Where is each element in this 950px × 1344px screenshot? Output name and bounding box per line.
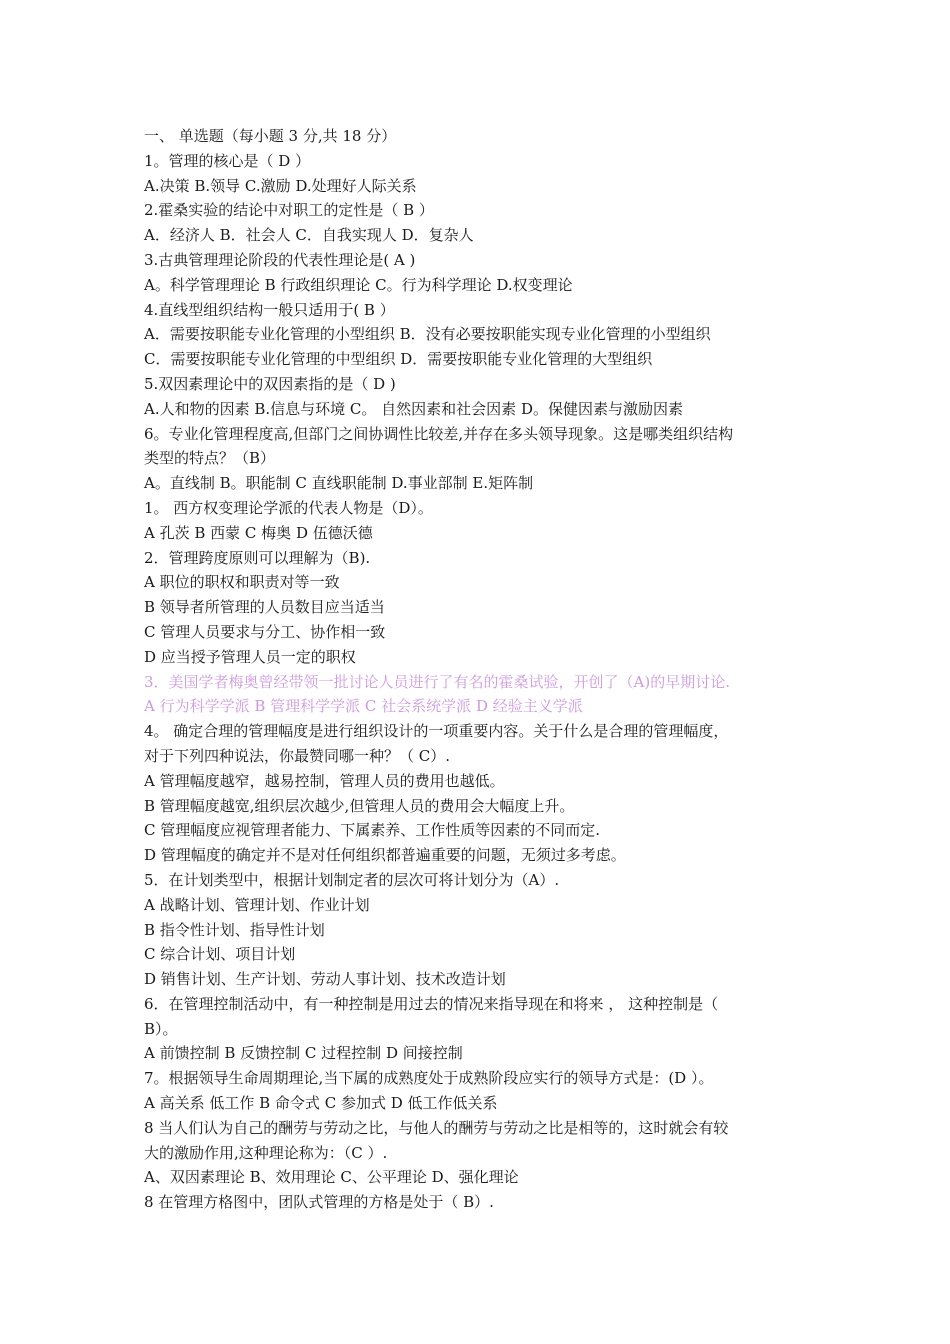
option-c-line: C 综合计划、项目计划: [144, 945, 296, 964]
question-line: 6。专业化管理程度高,但部门之间协调性比较差,并存在多头领导现象。这是哪类组织结构: [144, 424, 734, 443]
option-c-line: C 管理人员要求与分工、协作相一致: [144, 622, 386, 641]
options-line: A．经济人 B．社会人 C．自我实现人 D．复杂人: [144, 226, 474, 245]
question-line: 8 在管理方格图中，团队式管理的方格是处于（ B）.: [144, 1193, 494, 1212]
question-line: 4。 确定合理的管理幅度是进行组织设计的一项重要内容。关于什么是合理的管理幅度，: [144, 722, 729, 741]
options-line: A。科学管理理论 B 行政组织理论 C。行为科学理论 D.权变理论: [144, 275, 573, 294]
option-b-line: B 指令性计划、指导性计划: [144, 920, 325, 939]
highlighted-options-line: A 行为科学学派 B 管理科学学派 C 社会系统学派 D 经验主义学派: [144, 697, 583, 716]
question-line-continued: 对于下列四种说法，你最赞同哪一种？（ C）.: [144, 746, 451, 765]
question-line: 3.古典管理理论阶段的代表性理论是( A ): [144, 250, 416, 269]
option-d-line: D 销售计划、生产计划、劳动人事计划、技术改造计划: [144, 970, 506, 989]
option-a-line: A 职位的职权和职责对等一致: [144, 573, 340, 592]
question-line: 2．管理跨度原则可以理解为（B).: [144, 548, 371, 567]
highlighted-question-line: 3．美国学者梅奥曾经带领一批讨论人员进行了有名的霍桑试验，开创了（A)的早期讨论.: [144, 672, 731, 691]
option-d-line: D 应当授予管理人员一定的职权: [144, 647, 356, 666]
section-heading: 一、 单选题（每小题 3 分,共 18 分）: [144, 127, 397, 145]
options-line: A.人和物的因素 B.信息与环境 C。 自然因素和社会因素 D。保健因素与激励因素: [144, 399, 683, 418]
question-line-continued: B）。: [144, 1019, 178, 1038]
options-line: A。直线制 B。职能制 C 直线职能制 D.事业部制 E.矩阵制: [144, 474, 534, 493]
options-line: A、双因素理论 B、效用理论 C、公平理论 D、强化理论: [144, 1168, 519, 1187]
question-line: 7。根据领导生命周期理论,当下属的成熟度处于成熟阶段应实行的领导方式是：(D ）。: [144, 1069, 714, 1088]
question-line: 2.霍桑实验的结论中对职工的定性是（ B ）: [144, 201, 434, 220]
options-line: A 前馈控制 B 反馈控制 C 过程控制 D 间接控制: [144, 1044, 463, 1063]
question-line: 1。管理的核心是（ D ）: [144, 151, 311, 170]
question-line-continued: 大的激励作用,这种理论称为：（C ）.: [144, 1143, 388, 1162]
option-b-line: B 管理幅度越宽,组织层次越少,但管理人员的费用会大幅度上升。: [144, 796, 575, 815]
question-line: 6．在管理控制活动中，有一种控制是用过去的情况来指导现在和将来 ， 这种控制是（: [144, 994, 719, 1013]
options-line: A 孔茨 B 西蒙 C 梅奥 D 伍德沃德: [144, 523, 373, 542]
option-a-line: A 战略计划、管理计划、作业计划: [144, 895, 370, 914]
question-line: 1。 西方权变理论学派的代表人物是（D）。: [144, 498, 433, 517]
option-b-line: B 领导者所管理的人员数目应当适当: [144, 598, 385, 617]
options-line: A 高关系 低工作 B 命令式 C 参加式 D 低工作低关系: [144, 1094, 498, 1113]
question-line-continued: 类型的特点？（B）: [144, 449, 276, 468]
question-line: 4.直线型组织结构一般只适用于( B ）: [144, 300, 395, 319]
option-d-line: D 管理幅度的确定并不是对任何组织都普遍重要的问题，无须过多考虑。: [144, 846, 626, 865]
option-a-line: A 管理幅度越窄，越易控制，管理人员的费用也越低。: [144, 771, 505, 790]
options-line: A.决策 B.领导 C.激励 D.处理好人际关系: [144, 176, 417, 195]
question-line: 5.双因素理论中的双因素指的是（ D ): [144, 374, 396, 393]
question-line: 8 当人们认为自己的酬劳与劳动之比，与他人的酬劳与劳动之比是相等的，这时就会有较: [144, 1118, 729, 1137]
document-body: [144, 124, 816, 1215]
question-line: 5．在计划类型中，根据计划制定者的层次可将计划分为（A）.: [144, 870, 560, 889]
options-line: A．需要按职能专业化管理的小型组织 B．没有必要按职能实现专业化管理的小型组织: [144, 325, 711, 344]
option-c-line: C 管理幅度应视管理者能力、下属素养、工作性质等因素的不同而定.: [144, 821, 601, 840]
options-line: C．需要按职能专业化管理的中型组织 D．需要按职能专业化管理的大型组织: [144, 350, 653, 369]
